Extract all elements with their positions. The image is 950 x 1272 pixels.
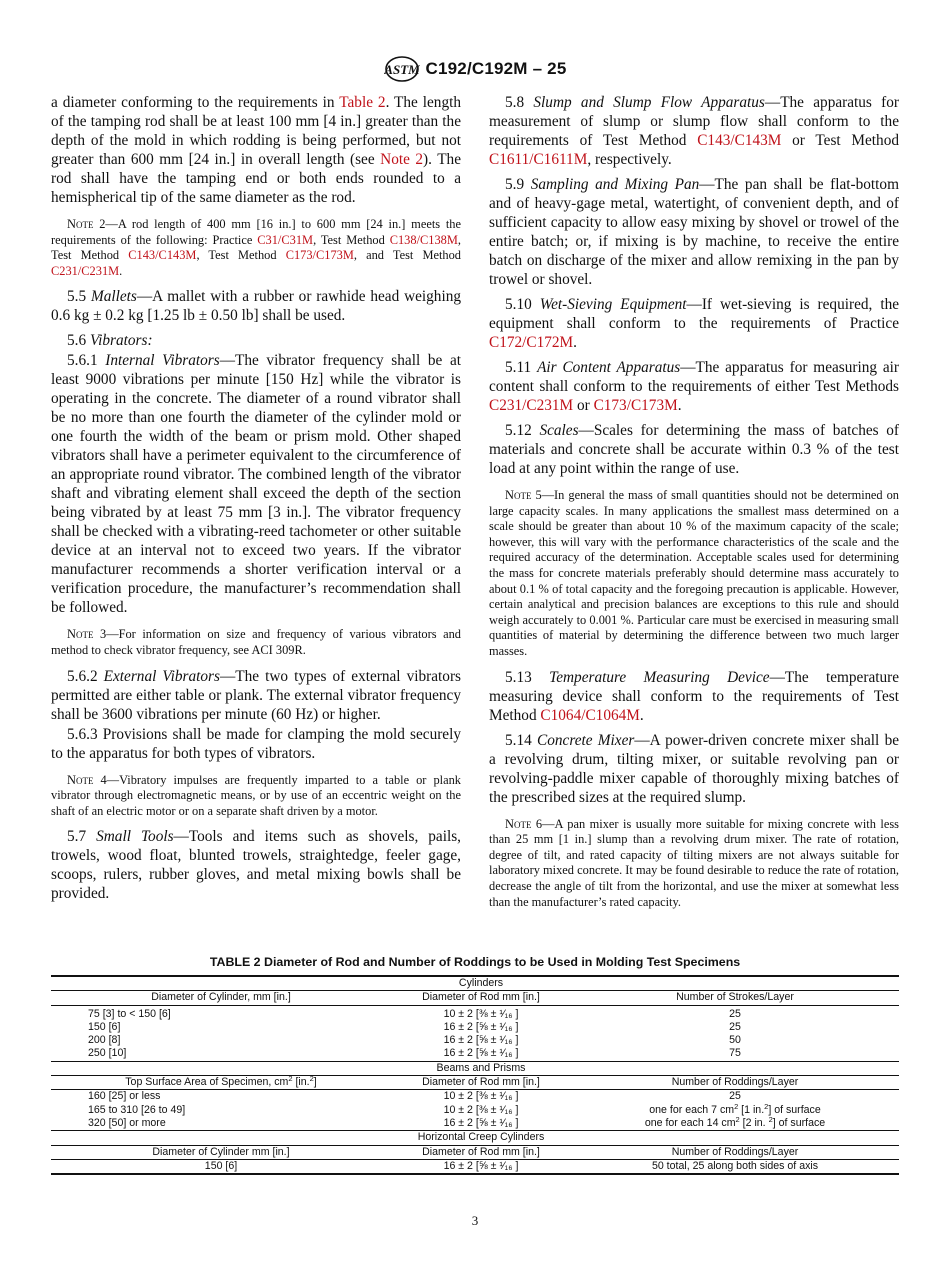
table-row: 200 [8] 16 ± 2 [⅝ ± ¹⁄₁₆ ] 50 xyxy=(88,1034,741,1047)
column-header: Diameter of Rod mm [in.] xyxy=(422,991,540,1004)
section-label: Cylinders xyxy=(458,977,504,989)
note-2: Note 2—A rod length of 400 mm [16 in.] to 600 mm [24 in.] meets the requirements of the following: Practice C31/C31M, Test Method C138/C138M, Test Method C143/C143M, Test Method C173/C173M, and Test Method C231/C231M. xyxy=(51,217,461,278)
column-header: Diameter of Cylinder mm [in.] xyxy=(152,1145,290,1158)
section-5-8-slump-apparatus: 5.8 Slump and Slump Flow Apparatus—The apparatus for measurement of slump or slump flow shall conform to the requirements of Test Method C143/C143M or Test Method C1611/C1611M, respectively. xyxy=(489,94,899,168)
table-row: 150 [6] 16 ± 2 [⅝ ± ¹⁄₁₆ ] 25 xyxy=(88,1020,741,1033)
section-row-cylinders xyxy=(51,976,899,991)
note-6: Note 6—A pan mixer is usually more suitable for mixing concrete with less than 25 mm [1 in.] slump than a revolving drum mixer. The rate of rotation, degree of tilt, and rated capacity of tilting mixers are not always suitable for laboratory mixed concrete. It may be found desirable to reduce the rate of rotation, decrease the angle of tilt from the horizontal, and use the mixer at somewhat less than the manufacturer’s rated capacity. xyxy=(489,816,899,909)
svg-text:ASTM: ASTM xyxy=(383,62,420,77)
link-c31[interactable]: C31/C31M xyxy=(257,232,314,247)
link-c172[interactable]: C172/C172M xyxy=(489,334,574,351)
section-5-7-small-tools: 5.7 Small Tools—Tools and items such as shovels, pails, trowels, wood float, blunted trowels, straightedge, feeler gage, scoops, rulers, rubber gloves, and metal mixing bowls shall be provided. xyxy=(51,828,461,903)
section-row-beams xyxy=(51,1061,899,1075)
section-5-6-3-clamping: 5.6.3 Provisions shall be made for clamping the mold securely to the apparatus for both types of vibrators. xyxy=(51,725,461,762)
page-number: 3 xyxy=(471,1213,479,1228)
note-3: Note 3—For information on size and frequency of various vibrators and method to check vibrator frequency, see ACI 309R. xyxy=(51,627,461,657)
column-header: Diameter of Cylinder, mm [in.] xyxy=(151,991,291,1004)
link-c143[interactable]: C143/C143M xyxy=(697,132,782,149)
column-header: Diameter of Rod mm [in.] xyxy=(422,1076,540,1089)
link-note-2[interactable]: Note 2 xyxy=(380,151,424,168)
document-designation: C192/C192M – 25 xyxy=(425,59,567,78)
link-c138[interactable]: C138/C138M xyxy=(389,232,458,247)
table-row: 160 [25] or less 10 ± 2 [⅜ ± ¹⁄₁₆ ] 25 xyxy=(51,1090,899,1104)
table-row: 250 [10] 16 ± 2 [⅝ ± ¹⁄₁₆ ] 75 xyxy=(88,1047,741,1060)
note-5: Note 5—In general the mass of small quantities should not be determined on large capacity scales. In many applications the smallest mass determined on a scale should be greater than about 10 % of the maximum capacity of the scale; however, this will vary with the performance characteristics of the scale and the required accuracy of the determination. Acceptable scales used for determining the mass for concrete materials preferably should determine mass accurately to about 0.1 % of total capacity and the foregoing precaution is applicable. However, certain analytical and precision balances are exceptions to this rule and should weigh accurately to 0.001 %. Particular care must be exercised in measuring small quantities of material by determining the difference between two much larger masses. xyxy=(489,488,899,658)
section-row-creep xyxy=(51,1131,899,1145)
column-header: Number of Strokes/Layer xyxy=(676,991,794,1004)
astm-logo-icon xyxy=(384,56,420,82)
header-row xyxy=(51,1076,899,1090)
section-5-10-wet-sieving: 5.10 Wet-Sieving Equipment—If wet-sieving is required, the equipment shall conform to the requirements of Practice C172/C172M. xyxy=(489,296,900,351)
table-row: 150 [6] 16 ± 2 [⅝ ± ¹⁄₁₆ ] 50 total, 25 along both sides of axis xyxy=(51,1159,899,1174)
rodding-table xyxy=(51,975,899,1175)
table-2 xyxy=(51,955,899,1175)
section-5-13-temperature-device: 5.13 Temperature Measuring Device—The temperature measuring device shall conform to the requirements of Test Method C1064/C1064M. xyxy=(489,668,900,724)
header-row xyxy=(51,991,899,1005)
link-c231[interactable]: C231/C231M xyxy=(51,263,120,278)
link-c173[interactable]: C173/C173M xyxy=(285,248,354,263)
column-header: Number of Roddings/Layer xyxy=(671,1145,799,1158)
header-row xyxy=(51,1145,899,1159)
section-label: Horizontal Creep Cylinders xyxy=(417,1131,545,1144)
section-5-12-scales: 5.12 Scales—Scales for determining the mass of batches of materials and concrete shall be accurate within 0.3 % of the test load at any point within the range of use. xyxy=(489,422,899,477)
page-header xyxy=(0,56,950,87)
link-c173[interactable]: C173/C173M xyxy=(593,397,678,414)
column-header: Top Surface Area of Specimen, $cm^2$ [in.$^2$] xyxy=(125,1074,317,1089)
section-5-14-concrete-mixer: 5.14 Concrete Mixer—A power-driven concrete mixer shall be a revolving drum, tilting mixer, or suitable revolving pan or revolving-paddle mixer capable of thoroughly mixing batches of the prescribed sizes at the required slump. xyxy=(489,731,900,806)
link-c1064[interactable]: C1064/C1064M xyxy=(540,706,640,724)
section-label: Beams and Prisms xyxy=(436,1061,526,1074)
table-row: 320 [50] or more 16 ± 2 [⅝ ± ¹⁄₁₆ ] one for each 14 $cm^2$ [2 in. $^2$] of surface xyxy=(88,1114,826,1129)
section-5-6-2-external-vibrators: 5.6.2 External Vibrators—The two types of external vibrators permitted are either table or plank. The external vibrator frequency shall be 3600 vibrations per minute (60 Hz) or higher. xyxy=(51,667,461,723)
left-column xyxy=(51,93,461,909)
section-5-5-mallets: 5.5 Mallets—A mallet with a rubber or rawhide head weighing 0.6 kg ± 0.2 kg [1.25 lb ± 0.50 lb] shall be used. xyxy=(51,288,461,325)
table-row: 75 [3] to < 150 [6] 10 ± 2 [⅜ ± ¹⁄₁₆ ] 25 xyxy=(88,1007,741,1020)
link-c231[interactable]: C231/C231M xyxy=(489,397,574,414)
table-row: 165 to 310 [26 to 49] 10 ± 2 [⅜ ± ¹⁄₁₆ ] one for each 7 $cm^2$ [1 in.$^2$] of surface xyxy=(88,1101,821,1116)
link-c1611[interactable]: C1611/C1611M xyxy=(489,151,588,168)
column-header: Diameter of Rod mm [in.] xyxy=(422,1145,540,1158)
section-5-6-vibrators: 5.6 Vibrators: xyxy=(67,332,153,350)
section-5-6-1-internal-vibrators: 5.6.1 Internal Vibrators—The vibrator frequency shall be at least 9000 vibrations per minute [150 Hz] while the vibrator is operating in the concrete. The diameter of a round vibrator shall be no more than one fourth the diameter of the cylinder mold or one fourth the width of the beam or prism mold. Other shaped vibrators shall have a perimeter equivalent to the circumference of an appropriate round vibrator. The combined length of the vibrator shaft and vibrating element shall exceed the depth of the section being vibrated by at least 75 mm [3 in.]. The vibrator frequency shall be checked with a vibrating-reed tachometer or other suitable device at an interval not to exceed two years. If the vibrator manufacturer recommends a shorter verification interval or a verification procedure, the manufacturer’s recommendation shall be followed. xyxy=(51,352,461,617)
link-table-2[interactable]: Table 2 xyxy=(339,94,386,111)
paragraph-tamping-rod: a diameter conforming to the requirements in Table 2. The length of the tamping rod shall be at least 100 mm [4 in.] greater than the depth of the mold in which rodding is being performed, but not greater than 600 mm [24 in.] in overall length (see Note 2). The rod shall have the tamping end or both ends rounded to a hemispherical tip of the same diameter as the rod. xyxy=(51,94,462,206)
section-5-9-mixing-pan: 5.9 Sampling and Mixing Pan—The pan shall be flat-bottom and of heavy-gage metal, watertight, of convenient depth, and of sufficient capacity to allow easy mixing by shovel or trowel of the entire batch; or, if mixing is by machine, to receive the entire batch on discharge of the mixer and allow remixing in the pan by trowel or shovel. xyxy=(489,176,899,288)
link-c143[interactable]: C143/C143M xyxy=(128,248,197,263)
section-5-11-air-content: 5.11 Air Content Apparatus—The apparatus for measuring air content shall conform to the requirements of either Test Methods C231/C231M or C173/C173M. xyxy=(489,359,899,414)
right-column xyxy=(489,93,899,918)
column-header: Number of Roddings/Layer xyxy=(671,1076,799,1089)
note-4: Note 4—Vibratory impulses are frequently imparted to a table or plank vibrator through electromagnetic means, or by use of an eccentric weight on the shaft of an electric motor or on a separate shaft driven by a motor. xyxy=(51,772,461,818)
table-title: TABLE 2 Diameter of Rod and Number of Roddings to be Used in Molding Test Specimens xyxy=(209,955,741,969)
